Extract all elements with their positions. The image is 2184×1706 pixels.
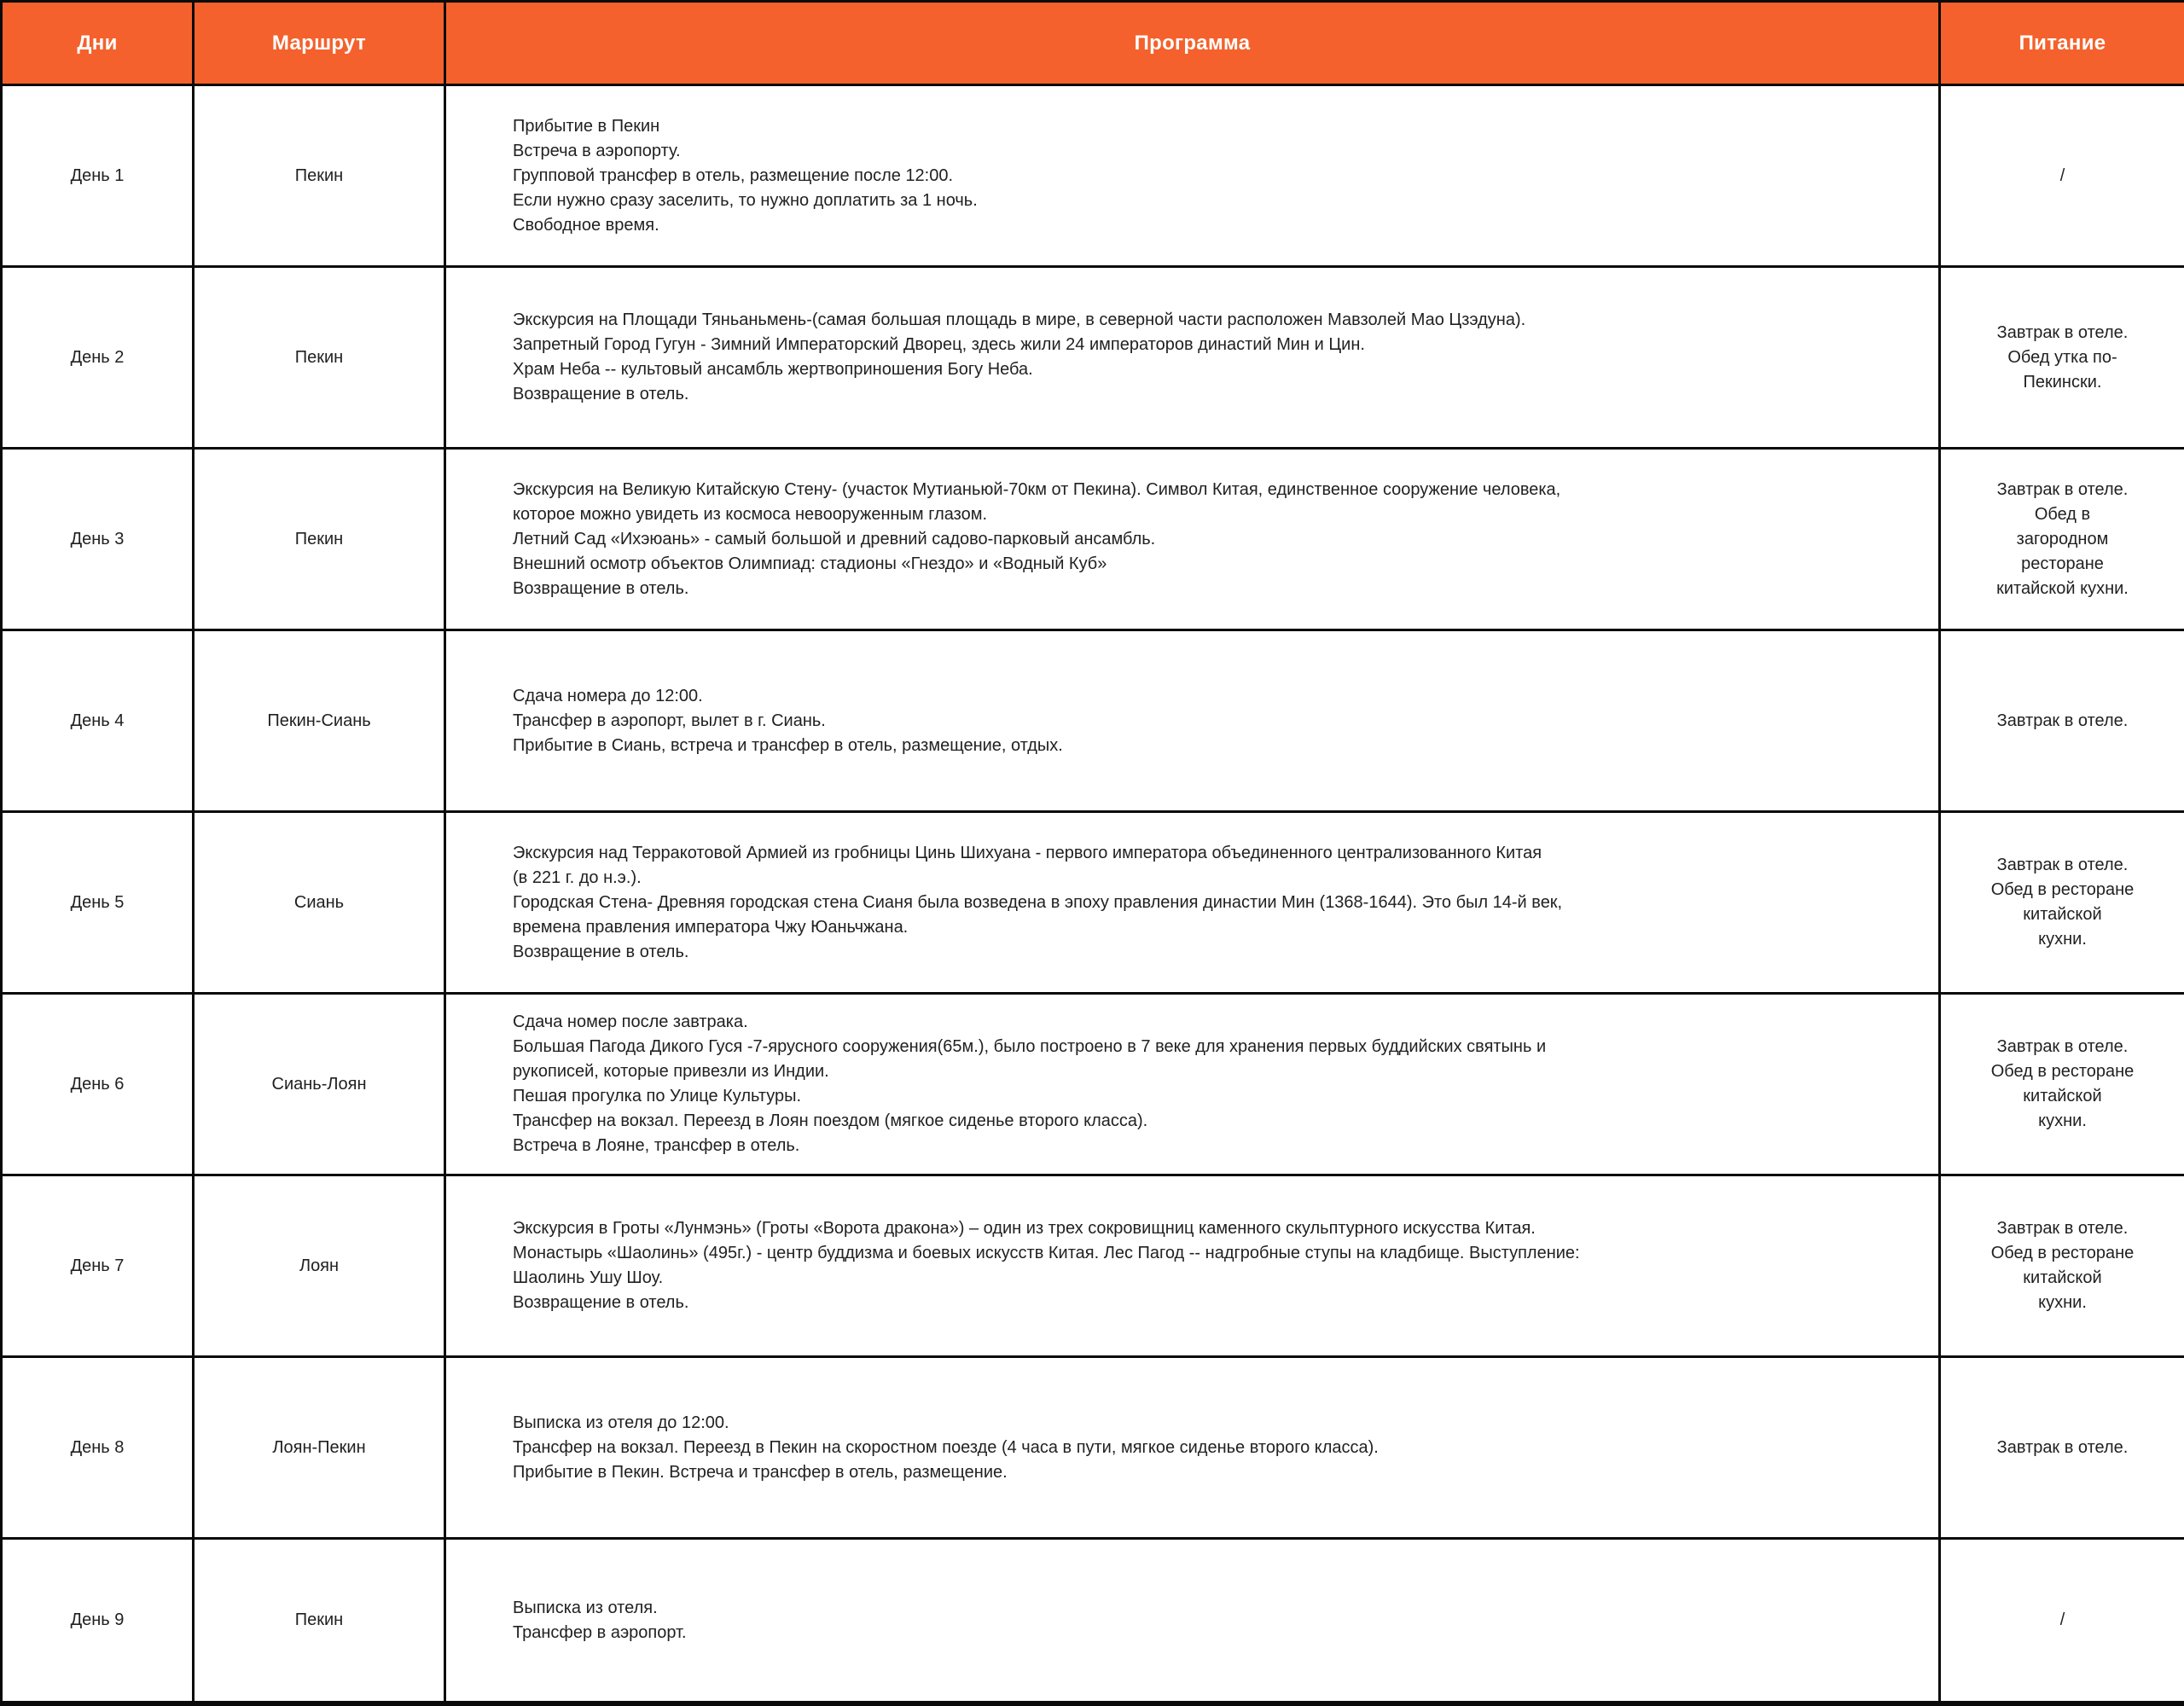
text-line: Возвращение в отель. <box>513 385 689 403</box>
text-line: Городская Стена- Древняя городская стена Сианя была возведена в эпоху правления династии Мин (1368-1644). Это был 14-й век, <box>513 892 1563 912</box>
text-line: китайской <box>2023 905 2102 924</box>
route-cell: Сиань-Лоян <box>194 994 445 1175</box>
text-line: Пешая прогулка по Улице Культуры. <box>513 1087 802 1105</box>
meals-cell <box>1940 85 2184 267</box>
meals-cell <box>1940 1175 2184 1357</box>
text-line: (в 221 г. до н.э.). <box>513 868 642 887</box>
text-line: рукописей, которые привезли из Индии. <box>513 1062 829 1081</box>
text-line: Возвращение в отель. <box>513 578 689 598</box>
text-line: Встреча в Лояне, трансфер в отель. <box>513 1136 800 1155</box>
meals-cell <box>1940 994 2184 1175</box>
route-cell: Сиань <box>194 812 445 994</box>
text-line: Экскурсия над Терракотовой Армией из гробницы Цинь Шихуана - первого императора объединенного централизованного Китая <box>513 843 1542 862</box>
text-line: кухни. <box>2038 930 2087 949</box>
text-line: Выписка из отеля. <box>513 1598 658 1617</box>
text-line: Завтрак в отеле. <box>1996 479 2129 499</box>
table-row <box>2 1175 2184 1357</box>
column-header-route: Маршрут <box>194 2 445 85</box>
text-line: Трансфер на вокзал. Переезд в Пекин на скоростном поезде (4 часа в пути, мягкое сиденье второго класса). <box>513 1437 1379 1457</box>
text-line: Прибытие в Сиань, встреча и трансфер в отель, размещение, отдых. <box>513 735 1063 755</box>
route-cell: Пекин <box>194 85 445 267</box>
meals-cell <box>1940 449 2184 630</box>
day-cell: День 6 <box>2 994 194 1175</box>
meals-cell <box>1940 267 2184 449</box>
text-line: кухни. <box>2038 1111 2087 1130</box>
program-cell <box>445 1539 1940 1704</box>
text-line: китайской <box>2023 1268 2102 1287</box>
route-cell: Пекин-Сиань <box>194 630 445 812</box>
table-row <box>2 85 2184 267</box>
program-cell <box>445 267 1940 449</box>
text-line: Сдача номер после завтрака. <box>513 1013 748 1031</box>
route-cell: Пекин <box>194 1539 445 1704</box>
program-cell <box>445 994 1940 1175</box>
text-line: Шаолинь Ушу Шоу. <box>513 1268 664 1287</box>
text-line: Групповой трансфер в отель, размещение после 12:00. <box>513 165 954 185</box>
table-header <box>2 2 2184 85</box>
text-line: ресторане <box>2021 554 2104 573</box>
text-line: китайской <box>2023 1087 2102 1105</box>
text-line: Обед в ресторане <box>1990 1244 2135 1262</box>
text-line: Встреча в аэропорту. <box>513 141 681 160</box>
text-line: Запретный Город Гугун - Зимний Императорский Дворец, здесь жили 24 императоров династий Мин и Цин. <box>513 335 1365 354</box>
text-line: Свободное время. <box>513 215 659 235</box>
program-cell <box>445 812 1940 994</box>
day-cell: День 9 <box>2 1539 194 1704</box>
text-line: загородном <box>2016 529 2109 548</box>
text-line: времена правления императора Чжу Юаньчжана. <box>513 917 909 937</box>
text-line: китайской кухни. <box>1996 578 2129 598</box>
route-cell: Пекин <box>194 267 445 449</box>
table-row <box>2 267 2184 449</box>
program-cell <box>445 449 1940 630</box>
text-line: Трансфер в аэропорт, вылет в г. Сиань. <box>513 711 826 730</box>
day-cell: День 1 <box>2 85 194 267</box>
day-cell: День 2 <box>2 267 194 449</box>
column-header-program: Программа <box>445 2 1940 85</box>
text-line: Завтрак в отеле. <box>1996 711 2129 730</box>
text-line: / <box>2059 1610 2065 1629</box>
meals-cell <box>1940 630 2184 812</box>
text-line: Трансфер на вокзал. Переезд в Лоян поездом (мягкое сиденье второго класса). <box>513 1111 1148 1130</box>
text-line: / <box>2059 165 2065 185</box>
text-line: Завтрак в отеле. <box>1996 322 2129 342</box>
table-row <box>2 630 2184 812</box>
column-header-days: Дни <box>2 2 194 85</box>
program-cell <box>445 85 1940 267</box>
text-line: Летний Сад «Ихэюань» - самый большой и древний садово-парковый ансамбль. <box>513 529 1156 548</box>
text-line: Обед утка по- <box>2007 347 2117 367</box>
text-line: Обед в <box>2034 504 2091 524</box>
text-line: Экскурсия в Гроты «Лунмэнь» (Гроты «Ворота дракона») – один из трех сокровищниц каменного скульптурного искусства Китая. <box>513 1219 1536 1238</box>
text-line: Сдача номера до 12:00. <box>513 686 703 705</box>
text-line: Возвращение в отель. <box>513 1293 689 1312</box>
text-line: кухни. <box>2038 1293 2087 1312</box>
text-line: Прибытие в Пекин <box>513 116 660 136</box>
text-line: Завтрак в отеле. <box>1996 1037 2129 1056</box>
meals-cell <box>1940 812 2184 994</box>
itinerary-body <box>2 85 2184 1704</box>
day-cell: День 4 <box>2 630 194 812</box>
text-line: Большая Пагода Дикого Гуся -7-ярусного сооружения(65м.), было построено в 7 веке для хранения первых буддийских святынь и <box>513 1037 1547 1056</box>
text-line: Монастырь «Шаолинь» (495г.) - центр буддизма и боевых искусств Китая. Лес Пагод -- надгробные ступы на кладбище. Выступление: <box>513 1244 1580 1262</box>
program-cell <box>445 630 1940 812</box>
text-line: Внешний осмотр объектов Олимпиад: стадионы «Гнездо» и «Водный Куб» <box>513 554 1107 573</box>
program-cell <box>445 1175 1940 1357</box>
meals-cell <box>1940 1539 2184 1704</box>
day-cell: День 7 <box>2 1175 194 1357</box>
text-line: Обед в ресторане <box>1990 1062 2135 1081</box>
text-line: Завтрак в отеле. <box>1996 1437 2129 1457</box>
table-row <box>2 1539 2184 1704</box>
text-line: Прибытие в Пекин. Встреча и трансфер в отель, размещение. <box>513 1462 1008 1482</box>
table-row <box>2 812 2184 994</box>
route-cell: Пекин <box>194 449 445 630</box>
program-cell <box>445 1357 1940 1539</box>
text-line: Возвращение в отель. <box>513 942 689 961</box>
text-line: которое можно увидеть из космоса невооруженным глазом. <box>513 504 988 524</box>
table-row <box>2 1357 2184 1539</box>
text-line: Завтрак в отеле. <box>1996 1219 2129 1238</box>
day-cell: День 8 <box>2 1357 194 1539</box>
table-row <box>2 994 2184 1175</box>
text-line: Если нужно сразу заселить, то нужно доплатить за 1 ночь. <box>513 190 978 210</box>
route-cell: Лоян-Пекин <box>194 1357 445 1539</box>
text-line: Экскурсия на Площади Тяньаньмень-(самая большая площадь в мире, в северной части расположен Мавзолей Мао Цзэдуна). <box>513 310 1526 329</box>
text-line: Трансфер в аэропорт. <box>513 1622 687 1642</box>
text-line: Выписка из отеля до 12:00. <box>513 1413 729 1432</box>
route-cell: Лоян <box>194 1175 445 1357</box>
meals-cell <box>1940 1357 2184 1539</box>
text-line: Экскурсия на Великую Китайскую Стену- (участок Мутианьюй-70км от Пекина). Символ Китая, единственное сооружение человека, <box>513 479 1561 499</box>
text-line: Храм Неба -- культовый ансамбль жертвоприношения Богу Неба. <box>513 360 1033 379</box>
day-cell: День 5 <box>2 812 194 994</box>
column-header-meals: Питание <box>1940 2 2184 85</box>
day-cell: День 3 <box>2 449 194 630</box>
text-line: Пекински. <box>2023 372 2102 392</box>
table-row <box>2 449 2184 630</box>
header-row <box>2 2 2184 85</box>
text-line: Обед в ресторане <box>1990 880 2135 899</box>
text-line: Завтрак в отеле. <box>1996 856 2129 874</box>
